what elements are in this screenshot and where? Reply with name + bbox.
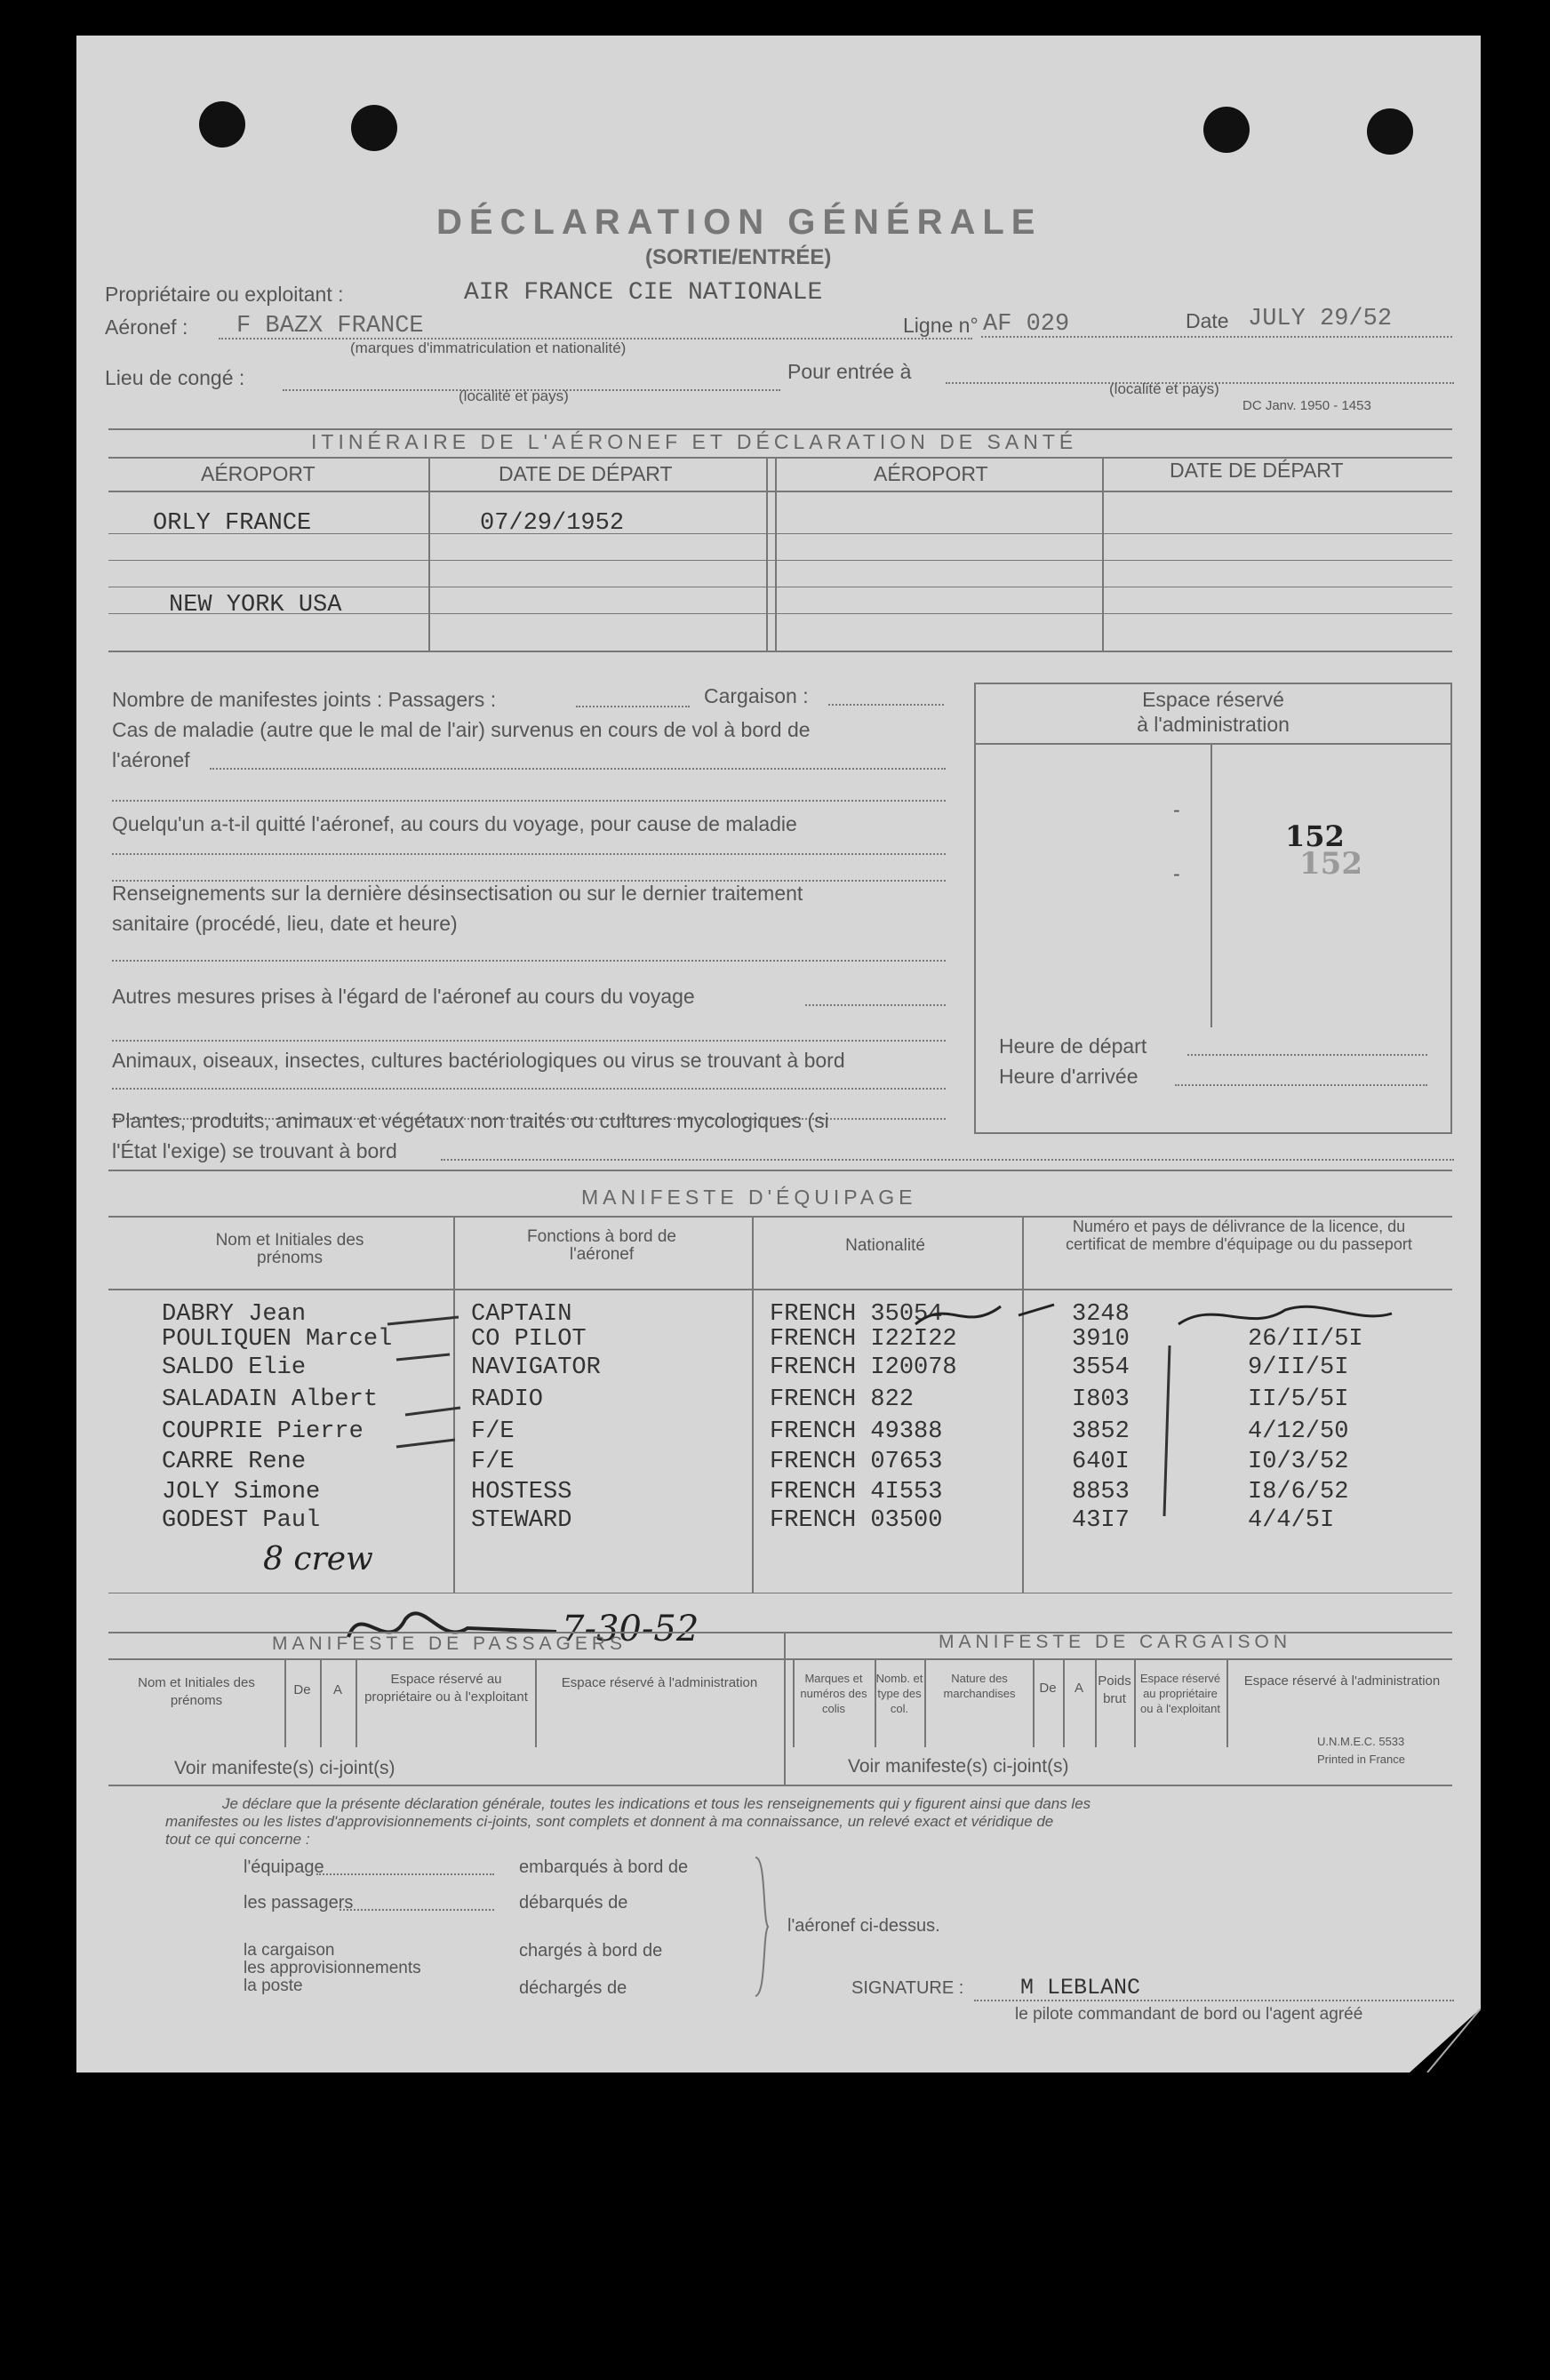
pax-divider-4 xyxy=(535,1658,537,1747)
cargo-printer: U.N.M.E.C. 5533 xyxy=(1317,1735,1405,1748)
punch-hole-4 xyxy=(1367,108,1413,155)
punch-hole-2 xyxy=(351,105,397,151)
decl-cargo: la cargaison xyxy=(244,1941,335,1960)
itinerary-heading: ITINÉRAIRE DE L'AÉRONEF ET DÉCLARATION DE SANTÉ xyxy=(311,430,1078,453)
itin-divider-4 xyxy=(1102,457,1104,651)
measures-line-2 xyxy=(112,1040,946,1042)
passengers-heading: MANIFESTE DE PASSAGERS xyxy=(272,1633,627,1654)
crew-divider-3 xyxy=(1022,1216,1024,1593)
admin-box-divider xyxy=(1210,743,1212,1027)
form-sheet xyxy=(76,36,1481,2073)
left-sick-text: Quelqu'un a-t-il quitté l'aéronef, au cours du voyage, pour cause de maladie xyxy=(112,812,797,835)
cargo-col-nature: Nature des marchandises xyxy=(943,1672,1016,1700)
pax-divider-2 xyxy=(320,1658,322,1747)
admin-box-title: Espace réservé xyxy=(1142,688,1284,711)
crew-function: STEWARD xyxy=(471,1507,572,1534)
pax-divider-3 xyxy=(356,1658,357,1747)
left-sick-line xyxy=(112,853,946,855)
crew-col-name: Nom et Initiales des prénoms xyxy=(215,1231,364,1267)
cargo-divider-6 xyxy=(1134,1658,1136,1747)
aircraft-note: (marques d'immatriculation et nationalité) xyxy=(350,339,627,356)
itin-row1-date: 07/29/1952 xyxy=(480,510,625,537)
decl-passengers-dots xyxy=(340,1909,494,1911)
itin-row-rule-3 xyxy=(108,560,1452,561)
crew-license-date: II/5/5I xyxy=(1248,1386,1349,1413)
itin-row-rule-1 xyxy=(108,491,1452,492)
aircraft-value: F BAZX FRANCE xyxy=(236,313,424,339)
cargo-heading: MANIFESTE DE CARGAISON xyxy=(939,1632,1292,1652)
pax-col-admin: Espace réservé à l'administration xyxy=(561,1675,758,1690)
crew-license: I803 xyxy=(1072,1386,1130,1413)
crew-function: NAVIGATOR xyxy=(471,1354,601,1381)
brace-icon xyxy=(752,1856,773,1998)
pax-see-manifest: Voir manifeste(s) ci-joint(s) xyxy=(174,1758,395,1778)
measures-line xyxy=(805,1004,946,1006)
crew-nationality: FRENCH 35054 xyxy=(770,1301,943,1328)
admin-box-dash-2: - xyxy=(1173,862,1180,885)
cargo-divider-4 xyxy=(1063,1658,1065,1747)
itin-row1-airport: ORLY FRANCE xyxy=(153,510,312,537)
crew-license-date: 26/II/5I xyxy=(1248,1326,1363,1353)
crew-col-nationality: Nationalité xyxy=(845,1236,925,1255)
crew-col-function: Fonctions à bord de l'aéronef xyxy=(527,1227,676,1264)
aircraft-label: Aéronef : xyxy=(105,315,188,339)
pax-col-name: Nom et Initiales des prénoms xyxy=(138,1675,255,1708)
clearance-note: (localité et pays) xyxy=(459,387,569,404)
scribble-mark-icon xyxy=(912,1298,1410,1333)
line-value: AF 029 xyxy=(983,311,1070,338)
declaration-text-1: Je déclare que la présente déclaration générale, toutes les indications et tous les renseignements qui y figurent ainsi que dans les xyxy=(222,1795,1091,1812)
bracket-mark-icon xyxy=(1152,1342,1178,1520)
disinfect-text-2: sanitaire (procédé, lieu, date et heure) xyxy=(112,912,458,935)
crew-license: 3910 xyxy=(1072,1326,1130,1353)
pax-col-operator: Espace réservé au propriétaire ou à l'exploitant xyxy=(364,1672,528,1705)
crew-nationality: FRENCH I20078 xyxy=(770,1354,957,1381)
decl-crew-dots xyxy=(316,1873,494,1875)
form-title: DÉCLARATION GÉNÉRALE xyxy=(436,203,1043,242)
manifests-divider xyxy=(784,1632,786,1785)
crew-function: CO PILOT xyxy=(471,1326,587,1353)
crew-function: F/E xyxy=(471,1449,515,1475)
crew-license: 3554 xyxy=(1072,1354,1130,1381)
crew-license: 43I7 xyxy=(1072,1507,1130,1534)
crew-divider-2 xyxy=(752,1216,754,1593)
crew-heading: MANIFESTE D'ÉQUIPAGE xyxy=(581,1186,917,1209)
crew-nationality: FRENCH 4I553 xyxy=(770,1479,943,1505)
crew-function: HOSTESS xyxy=(471,1479,572,1505)
crew-license: 3248 xyxy=(1072,1301,1130,1328)
crew-function: F/E xyxy=(471,1418,515,1445)
entry-label: Pour entrée à xyxy=(787,360,912,383)
crew-license: 640I xyxy=(1072,1449,1130,1475)
itin-row2-airport: NEW YORK USA xyxy=(169,592,342,619)
crew-top-rule xyxy=(108,1170,1452,1171)
folded-corner xyxy=(1410,2009,1481,2077)
decl-unloaded: déchargés de xyxy=(519,1978,627,1998)
decl-aircraft: l'aéronef ci-dessus. xyxy=(787,1916,940,1936)
crew-license-date: 4/4/5I xyxy=(1248,1507,1335,1534)
crew-name: JOLY Simone xyxy=(162,1479,321,1505)
itin-col-departure-1: DATE DE DÉPART xyxy=(499,462,673,485)
itin-col-airport-1: AÉROPORT xyxy=(201,462,316,485)
crew-license-date: 4/12/50 xyxy=(1248,1418,1349,1445)
decl-boarded: embarqués à bord de xyxy=(519,1857,689,1877)
departure-time-label: Heure de départ xyxy=(999,1034,1147,1058)
entry-note: (localité et pays) xyxy=(1109,380,1219,397)
handwritten-crew-count: 8 crew xyxy=(263,1541,373,1577)
admin-box-dash-1: - xyxy=(1173,798,1180,821)
decl-passengers: les passagers xyxy=(244,1893,354,1913)
crew-name: POULIQUEN Marcel xyxy=(162,1326,393,1353)
decl-brace xyxy=(752,1856,773,2002)
crew-license-date: I0/3/52 xyxy=(1248,1449,1349,1475)
disinfect-text: Renseignements sur la dernière désinsectisation ou sur le dernier traitement xyxy=(112,882,803,905)
crew-name: COUPRIE Pierre xyxy=(162,1418,364,1445)
decl-crew: l'équipage xyxy=(244,1857,324,1877)
pax-col-a: A xyxy=(332,1682,342,1697)
crew-nationality: FRENCH 03500 xyxy=(770,1507,943,1534)
form-reference: DC Janv. 1950 - 1453 xyxy=(1242,398,1371,413)
crew-name: GODEST Paul xyxy=(162,1507,321,1534)
sickness-text: Cas de maladie (autre que le mal de l'air) survenus en cours de vol à bord de xyxy=(112,718,811,741)
crew-nationality: FRENCH 49388 xyxy=(770,1418,943,1445)
pax-divider-1 xyxy=(284,1658,286,1747)
handwritten-bracket xyxy=(1152,1342,1178,1524)
signature-note: le pilote commandant de bord ou l'agent agréé xyxy=(1015,2005,1363,2024)
arrival-time-label: Heure d'arrivée xyxy=(999,1065,1139,1088)
crew-license: 8853 xyxy=(1072,1479,1130,1505)
signature-label: SIGNATURE : xyxy=(851,1978,964,1998)
sickness-line-2 xyxy=(112,800,946,802)
cargo-col-admin: Espace réservé à l'administration xyxy=(1243,1673,1441,1689)
animals-line xyxy=(112,1088,946,1090)
departure-time-line xyxy=(1187,1054,1427,1056)
owner-value: AIR FRANCE CIE NATIONALE xyxy=(464,279,823,307)
page-fold-icon xyxy=(1410,2009,1481,2073)
pen-marks-icon xyxy=(379,1298,503,1546)
manifests-head-rule xyxy=(108,1658,1452,1660)
itin-bottom-rule xyxy=(108,651,1452,652)
cargo-col-weight: Poids brut xyxy=(1098,1673,1131,1706)
cargo-col-a: A xyxy=(1074,1681,1083,1696)
cargo-printed: Printed in France xyxy=(1317,1753,1405,1766)
itin-divider-3 xyxy=(775,457,777,651)
handwritten-date: 7-30-52 xyxy=(562,1609,699,1649)
cargo-divider-2 xyxy=(924,1658,926,1747)
plants-text: Plantes, produits, animaux et végétaux non traités ou cultures mycologiques (si xyxy=(112,1109,829,1132)
handwritten-scribble xyxy=(912,1298,1410,1338)
crew-name: DABRY Jean xyxy=(162,1301,307,1328)
crew-license-date: I8/6/52 xyxy=(1248,1479,1349,1505)
plants-text-2: l'État l'exige) se trouvant à bord xyxy=(112,1139,397,1162)
date-value: JULY 29/52 xyxy=(1248,306,1393,332)
decl-loaded: chargés à bord de xyxy=(519,1941,663,1961)
itin-divider-2 xyxy=(766,457,768,651)
disinfect-line xyxy=(112,960,946,962)
manifests-label: Nombre de manifestes joints : Passagers : xyxy=(112,688,497,711)
cargo-col-de: De xyxy=(1039,1681,1057,1696)
cargo-divider-7 xyxy=(1226,1658,1228,1747)
crew-name: SALADAIN Albert xyxy=(162,1386,379,1413)
cargo-col-count: Nomb. et type des col. xyxy=(875,1672,923,1715)
crew-function: RADIO xyxy=(471,1386,544,1413)
crew-col-license: Numéro et pays de délivrance de la licence, du certificat de membre d'équipage ou du passeport xyxy=(1066,1218,1412,1253)
handwritten-ticks xyxy=(379,1298,503,1551)
pax-col-de: De xyxy=(293,1682,311,1697)
sickness-line xyxy=(210,768,946,770)
measures-text: Autres mesures prises à l'égard de l'aéronef au cours du voyage xyxy=(112,985,695,1008)
signature-line xyxy=(974,2000,1454,2001)
itin-col-departure-2: DATE DE DÉPART xyxy=(1170,459,1344,482)
animals-text: Animaux, oiseaux, insectes, cultures bactériologiques ou virus se trouvant à bord xyxy=(112,1049,845,1072)
sickness-text-2: l'aéronef xyxy=(112,748,190,771)
punch-hole-3 xyxy=(1203,107,1250,153)
date-line xyxy=(981,336,1452,338)
clearance-label: Lieu de congé : xyxy=(105,366,245,389)
cargo-col-operator: Espace réservé au propriétaire ou à l'exploitant xyxy=(1139,1672,1221,1715)
date-label: Date xyxy=(1186,309,1229,332)
cargo-count-line xyxy=(828,704,944,706)
cargo-col-marks: Marques et numéros des colis xyxy=(800,1672,867,1715)
cargo-see-manifest: Voir manifeste(s) ci-joint(s) xyxy=(848,1756,1069,1777)
admin-box-rule xyxy=(974,743,1452,745)
crew-license-date: 9/II/5I xyxy=(1248,1354,1349,1381)
crew-license: 3852 xyxy=(1072,1418,1130,1445)
cargo-divider-3 xyxy=(1033,1658,1035,1747)
punch-hole-1 xyxy=(199,101,245,148)
admin-stamp-number: 152 xyxy=(1285,819,1345,853)
owner-label: Propriétaire ou exploitant : xyxy=(105,283,344,306)
passenger-count-line xyxy=(576,706,690,707)
decl-supplies: les approvisionnements xyxy=(244,1959,421,1977)
form-subtitle: (SORTIE/ENTRÉE) xyxy=(645,245,832,269)
signature-value: M LEBLANC xyxy=(1020,1975,1141,2001)
crew-name: SALDO Elie xyxy=(162,1354,307,1381)
declaration-text-3: tout ce qui concerne : xyxy=(165,1831,310,1848)
arrival-time-line xyxy=(1175,1084,1427,1086)
crew-nationality: FRENCH 822 xyxy=(770,1386,915,1413)
crew-nationality: FRENCH I22I22 xyxy=(770,1326,957,1353)
itin-divider-1 xyxy=(428,457,430,651)
decl-mail: la poste xyxy=(244,1977,303,1995)
line-label: Ligne n° xyxy=(903,314,979,337)
admin-stamp-shadow: 152 xyxy=(1299,846,1362,882)
crew-nationality: FRENCH 07653 xyxy=(770,1449,943,1475)
cargo-count-label: Cargaison : xyxy=(704,684,809,707)
manifests-bottom-rule xyxy=(108,1785,1452,1786)
admin-box-title-2: à l'administration xyxy=(1137,713,1290,736)
crew-function: CAPTAIN xyxy=(471,1301,572,1328)
crew-cols-rule xyxy=(108,1289,1452,1290)
decl-disembarked: débarqués de xyxy=(519,1893,628,1913)
declaration-text-2: manifestes ou les listes d'approvisionnements ci-joints, sont complets et donnent à ma connaissance, un relevé exact et véridique de xyxy=(165,1813,1054,1830)
itin-col-airport-2: AÉROPORT xyxy=(874,462,988,485)
plants-line xyxy=(441,1159,1454,1161)
crew-name: CARRE Rene xyxy=(162,1449,307,1475)
